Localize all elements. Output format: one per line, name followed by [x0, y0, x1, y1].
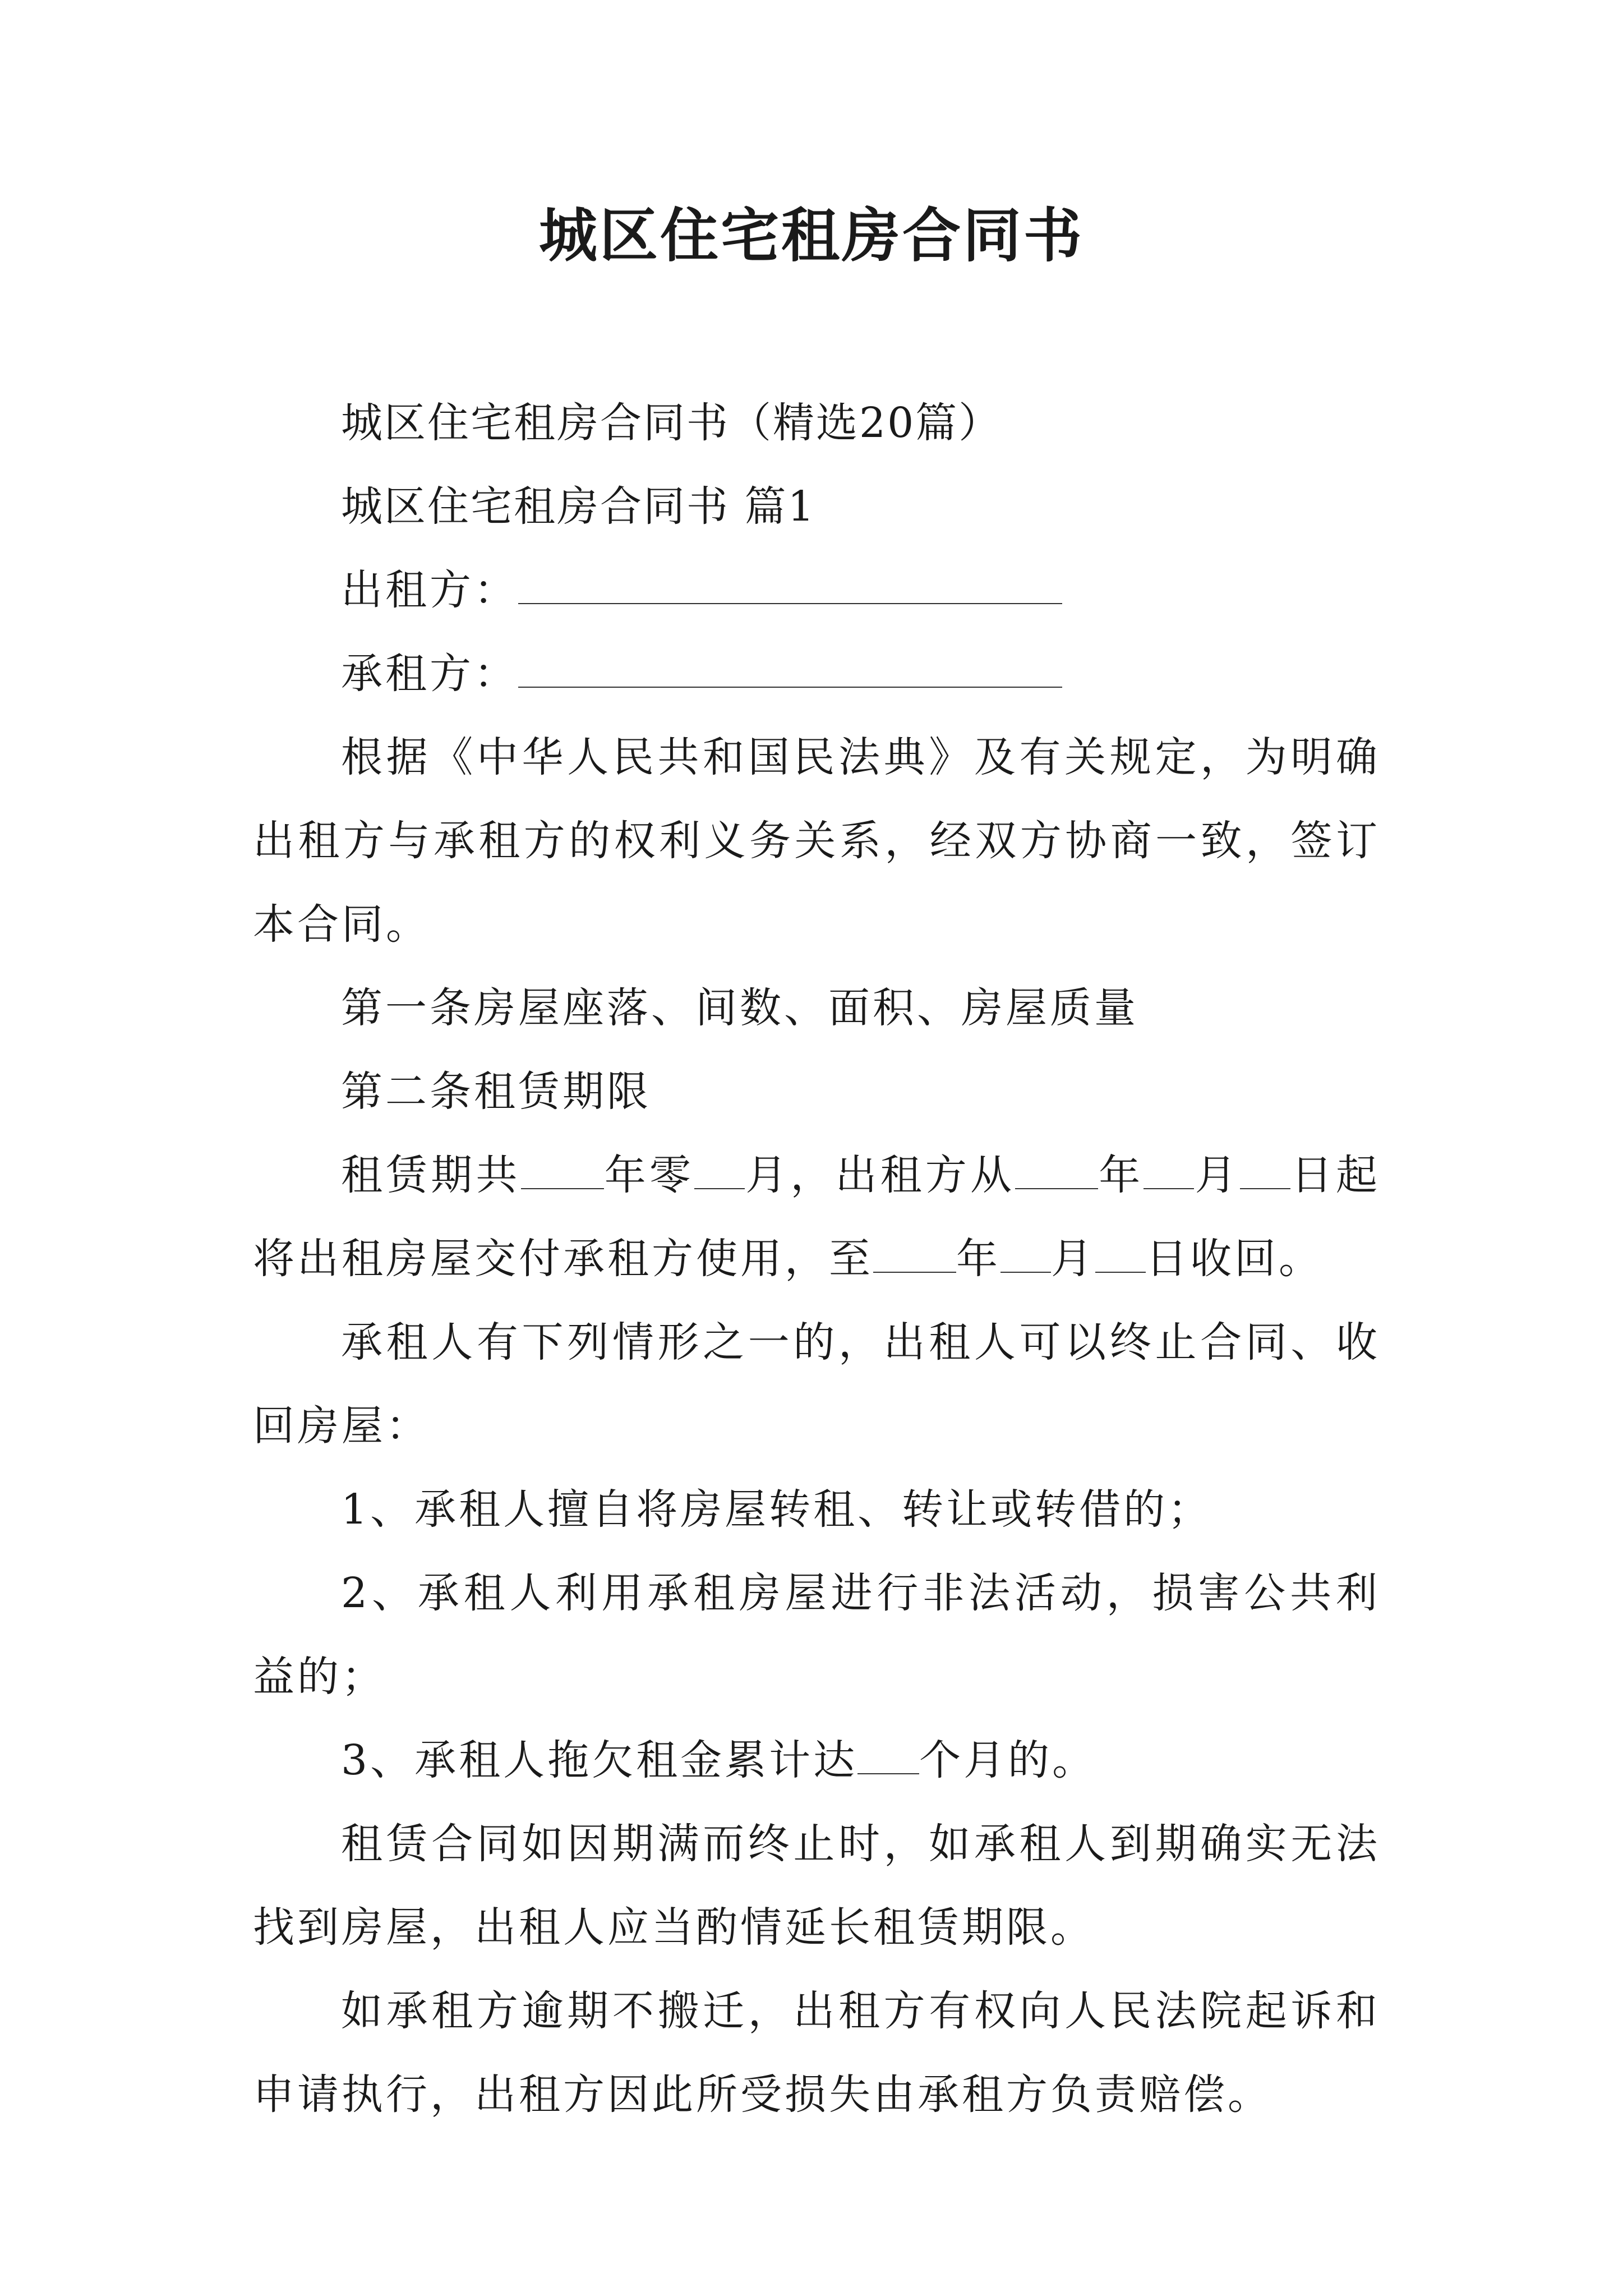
document-title: 城区住宅租房合同书: [538, 201, 1084, 270]
term-text-1: 租赁期共: [341, 1151, 521, 1199]
term-months-blank: [694, 1150, 745, 1189]
lease-term-paragraph: [253, 1134, 1380, 1301]
arrears-months-blank: [857, 1735, 919, 1774]
lessee-blank: [518, 648, 1062, 688]
section-heading: 城区住宅租房合同书 篇1: [341, 482, 816, 531]
document-body: [253, 381, 1380, 2137]
term-years-blank: [521, 1150, 604, 1189]
intro-paragraph: 根据《中华人民共和国民法典》及有关规定，为明确出租方与承租方的权利义务关系，经双方协商一致，签订本合同。: [253, 733, 1380, 949]
term-text-3: 月，出租方从: [745, 1151, 1016, 1199]
term-text-4: 年: [1098, 1151, 1144, 1199]
term-text-6: 日起将出租房屋交付承租方使用，至: [253, 1151, 1381, 1283]
term-text-8: 月: [1051, 1235, 1095, 1283]
start-year-blank: [1015, 1150, 1098, 1189]
start-month-blank: [1144, 1150, 1194, 1189]
term-text-2: 年零: [603, 1151, 695, 1199]
term-text-9: 日收回。: [1146, 1235, 1323, 1283]
start-day-blank: [1240, 1150, 1290, 1189]
lessor-blank: [518, 565, 1062, 604]
lessee-label: 承租方：: [341, 650, 518, 698]
termination-item-2: 2、承租人利用承租房屋进行非法活动，损害公共利益的；: [253, 1569, 1380, 1701]
article-1-heading: 第一条房屋座落、间数、面积、房屋质量: [341, 984, 1138, 1032]
termination-item-1: 1、承租人擅自将房屋转租、转让或转借的；: [341, 1485, 1212, 1534]
expiry-paragraph: 租赁合同如因期满而终止时，如承租人到期确实无法找到房屋，出租人应当酌情延长租赁期限。: [253, 1820, 1380, 1952]
end-year-blank: [873, 1234, 956, 1273]
lessee-line: [253, 632, 1380, 716]
subtitle: 城区住宅租房合同书（精选20篇）: [341, 399, 1002, 447]
end-month-blank: [1000, 1234, 1051, 1273]
termination-intro: 承租人有下列情形之一的，出租人可以终止合同、收回房屋：: [253, 1318, 1380, 1450]
item3-text-b: 个月的。: [919, 1736, 1097, 1784]
item3-text-a: 3、承租人拖欠租金累计达: [341, 1736, 858, 1784]
termination-item-3: [253, 1719, 1380, 1802]
term-text-5: 月: [1194, 1151, 1240, 1199]
lessor-line: [253, 549, 1380, 632]
term-text-7: 年: [956, 1235, 1000, 1283]
lessor-label: 出租方：: [341, 566, 518, 614]
end-day-blank: [1095, 1234, 1146, 1273]
article-2-heading: 第二条租赁期限: [341, 1068, 651, 1116]
overdue-paragraph: 如承租方逾期不搬迁，出租方有权向人民法院起诉和申请执行，出租方因此所受损失由承租方负责赔偿。: [253, 1987, 1380, 2119]
